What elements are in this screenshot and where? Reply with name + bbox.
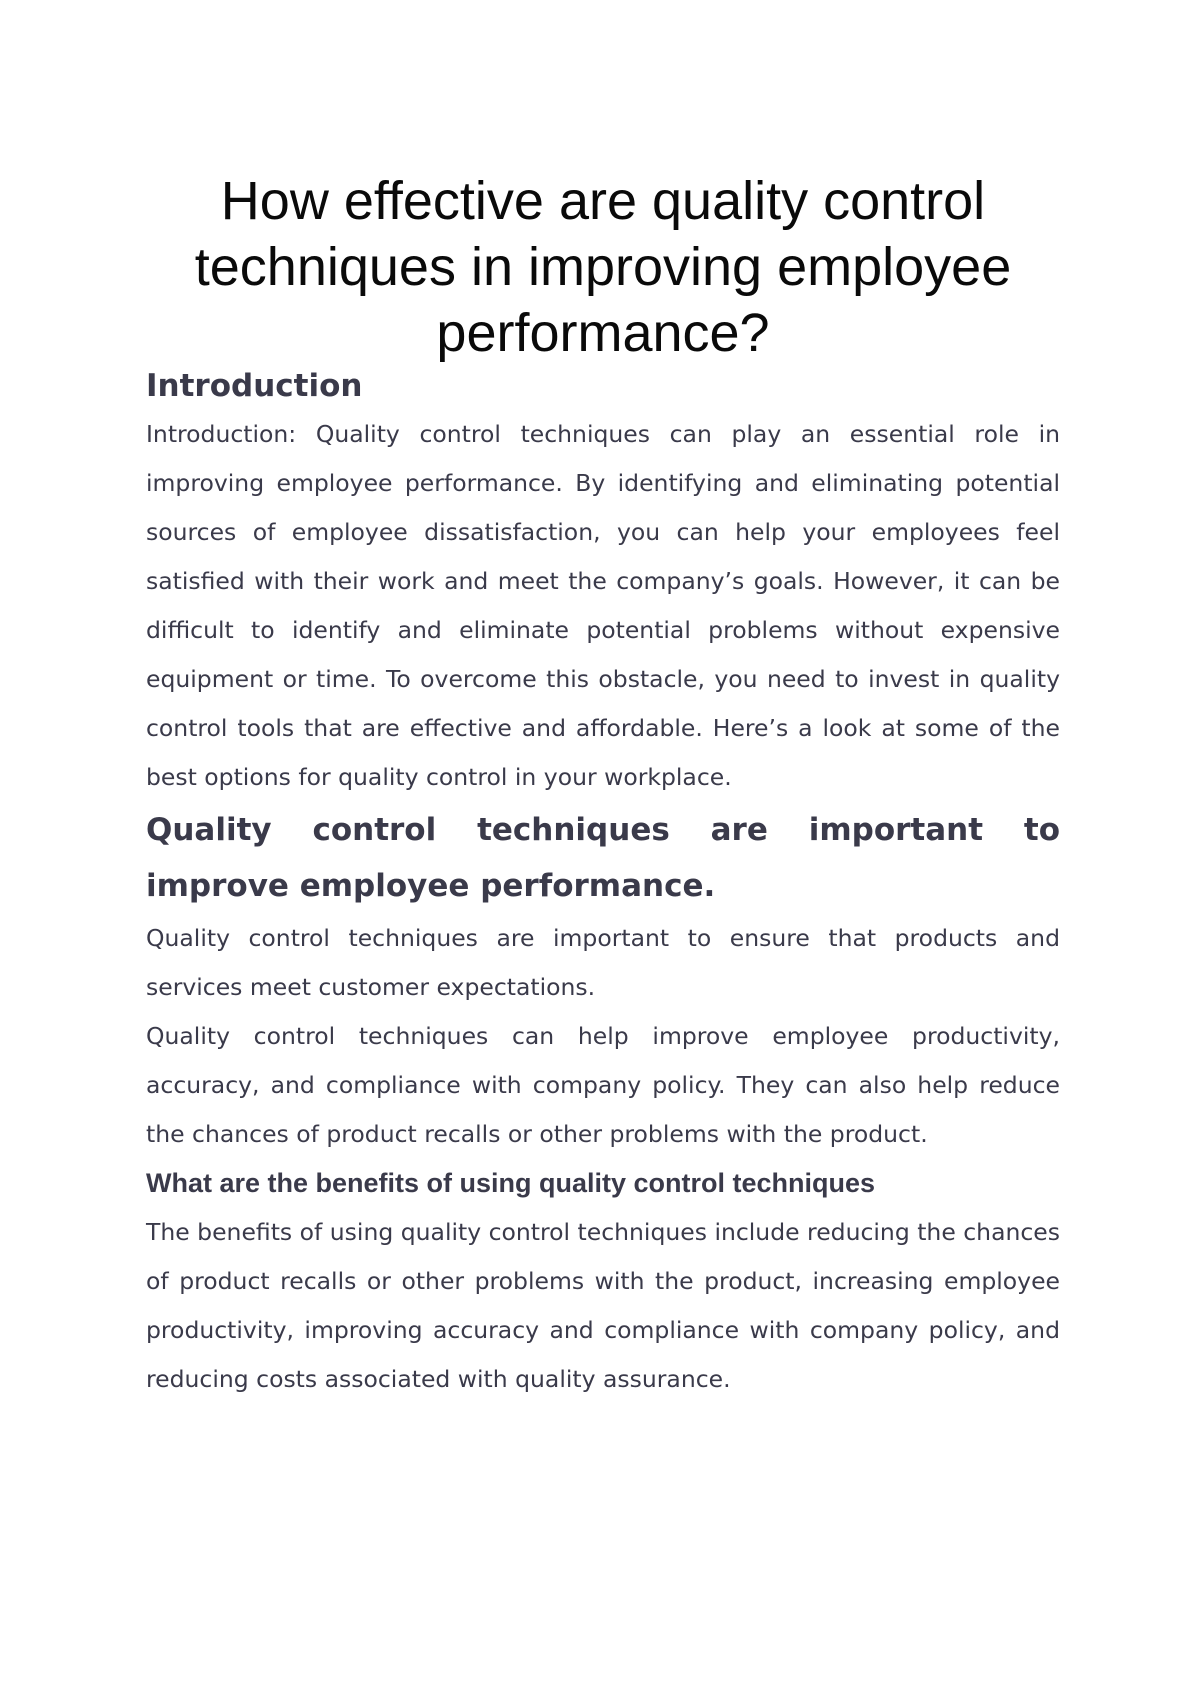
paragraph: Quality control techniques can help improve employee productivity, accuracy, and compliance with company policy. They can also help reduce the chances of product recalls or other problems with the product.: [146, 1022, 1060, 1148]
document-body: [146, 168, 1060, 1404]
paragraph: Introduction: Quality control techniques can play an essential role in improving employee performance. By identifying and eliminating potential sources of employee dissatisfaction, you can help your employees feel satisfied with their work and meet the company’s goals. However, it can be difficult to identify and eliminate potential problems without expensive equipment or time. To overcome this obstacle, you need to invest in quality control tools that are effective and affordable. Here’s a look at some of the best options for quality control in your workplace.: [146, 420, 1060, 791]
paragraph: Quality control techniques are important to ensure that products and services meet customer expectations.: [146, 924, 1060, 1001]
paragraph: The benefits of using quality control techniques include reducing the chances of product recalls or other problems with the product, increasing employee productivity, improving accuracy and compliance with company policy, and reducing costs associated with quality assurance.: [146, 1218, 1060, 1393]
section-heading-benefits: What are the benefits of using quality control techniques: [146, 1168, 876, 1198]
section-heading-introduction: Introduction: [146, 368, 363, 404]
document-title: How effective are quality control techniques in improving employee performance?: [194, 171, 1012, 363]
section-heading-importance: Quality control techniques are important to improve employee performance.: [146, 812, 1060, 904]
